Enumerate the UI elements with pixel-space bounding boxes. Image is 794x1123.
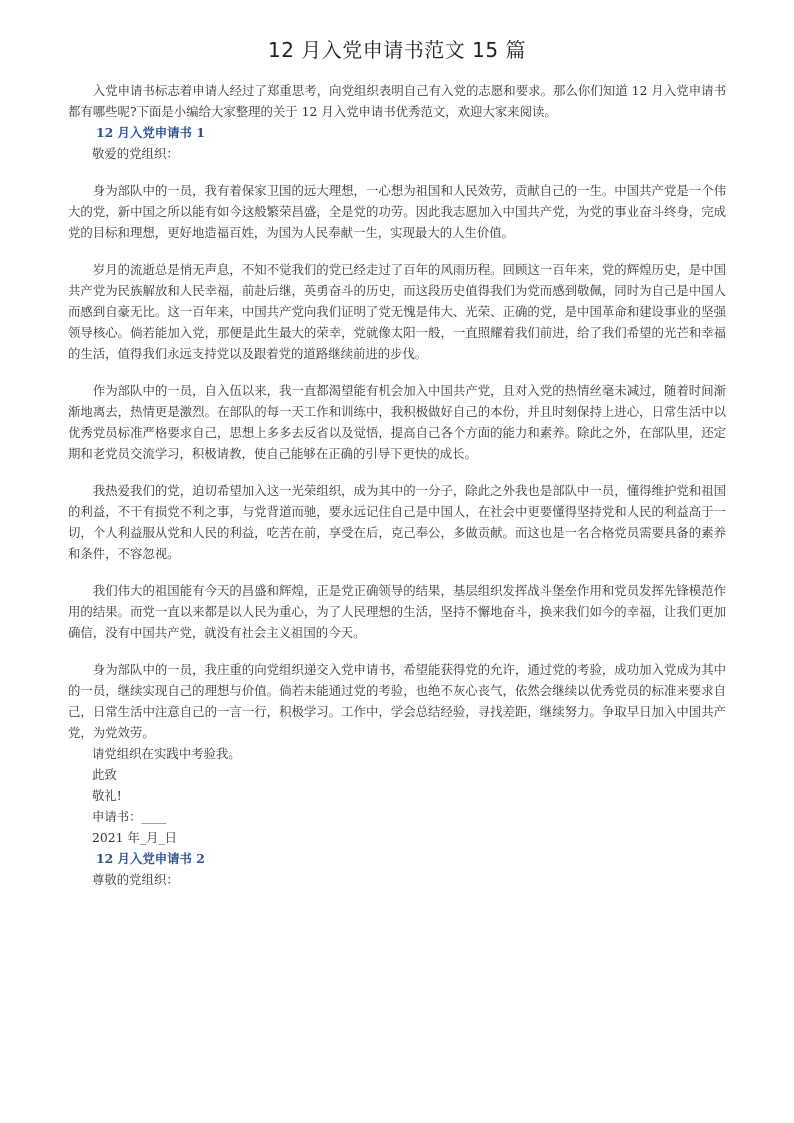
salutation-1: 敬爱的党组织： [92,146,179,161]
document-title: 12 月入党申请书范文 15 篇 [268,38,526,62]
body-paragraph: 身为部队中的一员，我庄重的向党组织递交入党申请书，希望能获得党的允许，通过党的考验，成功加入党成为其中的一员，继续实现自己的理想与价值。倘若未能通过党的考验，也绝不灰心丧气，依然会继续以优秀党员的标准来要求自己，日常生活中注意自己的一言一行，积极学习。工作中，学会总结经验，寻找差距，继续努力。争取早日加入中国共产党，为党效劳。 [68,662,726,740]
document-body [68,80,726,890]
section-heading-1: 12 月入党申请书 1 [96,125,205,140]
body-paragraph: 岁月的流逝总是悄无声息，不知不觉我们的党已经走过了百年的风雨历程。回顾这一百年来，党的辉煌历史，是中国共产党为民族解放和人民幸福，前赴后继，英勇奋斗的历史，而这段历史值得我们为党而感到敬佩，同时为自己是中国人而感到自豪无比。这一百年来，中国共产党向我们证明了党无愧是伟大、光荣、正确的党，是中国革命和建设事业的坚强领导核心。倘若能加入党，那便是此生最大的荣幸，党就像太阳一般，一直照耀着我们前进，给了我们希望的光芒和幸福的生活，值得我们永远支持党以及跟着党的道路继续前进的步伐。 [68,262,726,361]
body-paragraph: 我热爱我们的党，迫切希望加入这一光荣组织，成为其中的一分子，除此之外我也是部队中一员，懂得维护党和祖国的利益，不干有损党不利之事，与党背道而驰，要永远记住自己是中国人，在社会中更要懂得坚持党和人民的利益高于一切，个人利益服从党和人民的利益，吃苦在前，享受在后，克己奉公，多做贡献。而这也是一名合格党员需要具备的素养和条件，不容忽视。 [68,483,726,561]
closing-cizhi: 此致 [92,767,117,782]
body-paragraph: 我们伟大的祖国能有今天的昌盛和辉煌，正是党正确领导的结果，基层组织发挥战斗堡垒作用和党员发挥先锋模范作用的结果。而党一直以来都是以人民为重心，为了人民理想的生活，坚持不懈地奋斗，换来我们如今的幸福，让我们更加确信，没有中国共产党，就没有社会主义祖国的今天。 [68,583,726,640]
closing-request: 请党组织在实践中考验我。 [92,746,241,761]
closing-jingli: 敬礼! [92,788,122,803]
applicant-line: 申请书：____ [92,809,167,824]
body-paragraph: 作为部队中的一员，自入伍以来，我一直都渴望能有机会加入中国共产党，且对入党的热情丝毫未减过，随着时间渐渐地离去，热情更是激烈。在部队的每一天工作和训练中，我积极做好自己的本份，并且时刻保持上进心，日常生活中以优秀党员标准严格要求自己，思想上多多去反省以及觉悟，提高自己各个方面的能力和素养。除此之外，在部队里，还定期和老党员交流学习，积极请教，使自己能够在正确的引导下更快的成长。 [68,383,726,461]
salutation-2: 尊敬的党组织： [92,872,179,887]
intro-paragraph: 入党申请书标志着申请人经过了郑重思考，向党组织表明自己有入党的志愿和要求。那么你们知道 12 月入党申请书都有哪些呢?下面是小编给大家整理的关于 12 月入党申请书优秀范文，欢迎大家来阅读。 [68,83,726,119]
section-heading-2: 12 月入党申请书 2 [96,851,205,866]
date-line: 2021 年_月_日 [92,830,178,845]
body-paragraph: 身为部队中的一员，我有着保家卫国的远大理想，一心想为祖国和人民效劳，贡献自己的一生。中国共产党是一个伟大的党，新中国之所以能有如今这般繁荣昌盛，全是党的功劳。因此我志愿加入中国共产党，为党的事业奋斗终身，完成党的目标和理想，更好地造福百姓，为国为人民奉献一生，实现最大的人生价值。 [68,183,726,240]
